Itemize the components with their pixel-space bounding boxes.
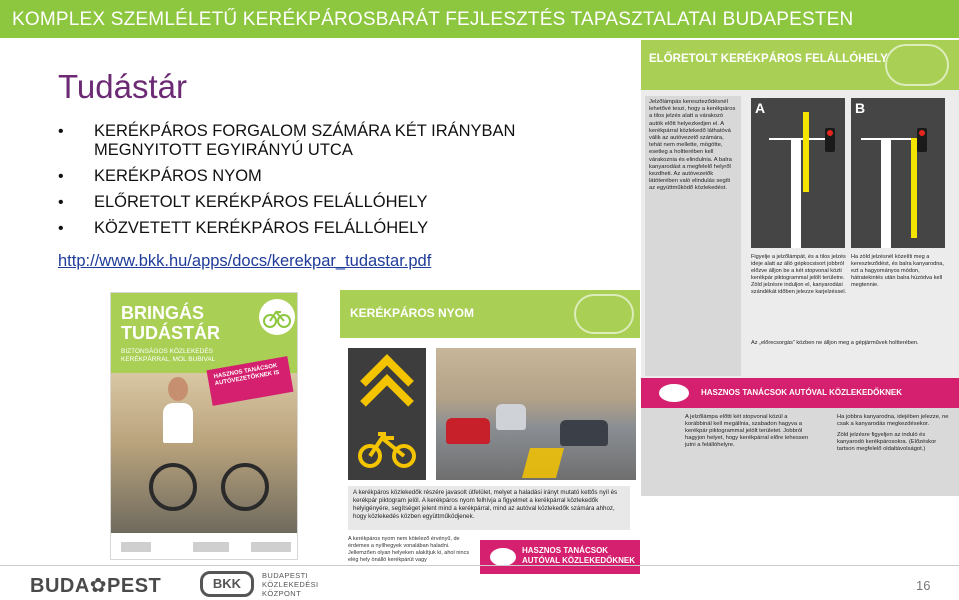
lane-marking	[522, 448, 564, 478]
bullet-item: • KERÉKPÁROS FORGALOM SZÁMÁRA KÉT IRÁNYBAN MEGNYITOTT EGYIRÁNYÚ UTCA	[58, 122, 618, 160]
diagram-b	[851, 98, 945, 248]
traffic-light-icon	[917, 128, 927, 152]
panel-sidebar-text: Jelzőlámpás kereszteződésnél lehetővé teszi, hogy a kerékpáros a tilos jelzés alatt a várakozó autók előtt helyezkedjen el. A kerékpárral közlekedő láthatóvá válik az autóvezető számára, tehát nem mellette, mögötte, esetleg a holtterében kell várakoznia és elindulnia. A balra kanyarodást a megfelelő helyről kezdheti. Az autóvezetők látóterében való elindulás segíti az együttműködő közlekedést.	[645, 96, 741, 376]
car-icon	[490, 548, 516, 566]
bkk-logo: BKK	[200, 571, 254, 597]
car-shape	[446, 418, 490, 444]
bullet-item: • KÖZVETETT KERÉKPÁROS FELÁLLÓHELY	[58, 219, 618, 238]
road-line	[791, 138, 801, 248]
cover-badge: HASZNOS TANÁCSOK AUTÓVEZETŐKNEK IS	[206, 356, 293, 406]
bicycle-icon	[574, 294, 634, 334]
diagram-a	[751, 98, 845, 248]
bullet-list	[58, 122, 618, 245]
arrow-up-icon	[803, 112, 809, 192]
bike-wheel	[149, 463, 197, 511]
diagram-b-text: Ha zöld jelzésnél közelíti meg a kereszteződést, és balra kanyarodna, ezt a hagyományos módon, hátratekintés után balra húzódva kell megtennie.	[851, 254, 944, 288]
bkk-logo-text: BUDAPESTI KÖZLEKEDÉSI KÖZPONT	[262, 571, 319, 598]
diagram-label: B	[855, 100, 866, 116]
stop-line	[769, 138, 829, 140]
diagram-a-text: Figyelje a jelzőlámpát, és a tilos jelzés ideje alatt az álló gépkocsisort jobbról előzve álljon be a két stopvonal közti kerékpár piktogrammal jelölt területre. Zöld jelzésre induljon el, kanyarodási szándékát időben jelezze karjelzéssel.	[751, 254, 847, 295]
driver-tips-title: HASZNOS TANÁCSOK AUTÓVAL KÖZLEKEDŐKNEK	[522, 546, 636, 565]
panel-note: A kerékpáros nyom nem kötelező érvényű, de érdemes a nyílhegyek vonalában haladni. Jellemzően olyan helyeken alakítjuk ki, ahol nincs elég hely önálló kerékpárút vagy	[348, 536, 470, 563]
cover-subtitle: BIZTONSÁGOS KÖZLEKEDÉS KERÉKPÁRRAL, MOL BUBIVAL	[121, 348, 216, 363]
car-shape	[560, 420, 608, 446]
driver-tip-text: Zöld jelzésre figyeljen az induló és kanyarodó kerékpárosokra. (Előzéskor tartson megfelelő oldaltávolságot.)	[837, 432, 937, 452]
diagram-label: A	[755, 100, 766, 116]
budapest-logo: BUDA✿PEST	[30, 575, 162, 597]
panel-header	[641, 40, 959, 90]
bike-wheel	[221, 463, 269, 511]
advanced-stop-line-panel	[641, 40, 959, 540]
footer-divider	[0, 565, 959, 566]
rider-figure	[163, 403, 193, 443]
booklet-cover-image	[110, 292, 298, 560]
bullet-item: • ELŐRETOLT KERÉKPÁROS FELÁLLÓHELY	[58, 193, 618, 212]
panel-title: KERÉKPÁROS NYOM	[350, 306, 475, 320]
sharrow-marking-image	[348, 348, 426, 480]
panel-title: ELŐRETOLT KERÉKPÁROS FELÁLLÓHELY	[649, 53, 888, 65]
driver-tips-header	[480, 540, 640, 574]
panel-header	[340, 290, 640, 338]
tudastar-pdf-link[interactable]: http://www.bkk.hu/apps/docs/kerekpar_tudastar.pdf	[58, 252, 432, 270]
header-band	[0, 0, 959, 38]
bullet-item: • KERÉKPÁROS NYOM	[58, 167, 618, 186]
driver-tips-header	[641, 378, 959, 408]
bicycle-icon	[885, 44, 949, 86]
car-icon	[659, 384, 689, 402]
car-shape	[496, 404, 526, 430]
bicycle-icon	[356, 426, 418, 470]
driver-tip	[837, 414, 949, 453]
header-title: KOMPLEX SZEMLÉLETŰ KERÉKPÁROSBARÁT FEJLESZTÉS TAPASZTALATAI BUDAPESTEN	[12, 9, 854, 30]
rider-figure	[168, 377, 188, 401]
cycle-track-panel	[340, 290, 640, 590]
panel-description: A kerékpáros közlekedők részére javasolt útfelület, melyet a haladási irányt mutató kettős nyíl és kerékpár piktogram jelöl. A kerékpáros nyom felhívja a figyelmet a kerékpárral közlekedők helyigényére, segítséget jelent mind a kerékpárral, mind az autóval közlekedők számára ahhoz, hogy közlekedés közben együttműködjenek.	[348, 486, 630, 530]
traffic-light-icon	[825, 128, 835, 152]
panel-note: Az „előrecsorgás” közben ne álljon meg a gépjárművek holtterében.	[751, 340, 919, 346]
driver-tip: A jelzőlámpa előtti két stopvonal közül a korábbinál kell megállnia, szabadon hagyva a kerékpár piktogrammal jelölt területet. Jobbról hagyjon helyet, hogy kerékpárral előre lehessen jutni a felállóhelyre.	[685, 414, 809, 448]
road-line	[881, 138, 891, 248]
cover-footer-logos	[111, 533, 298, 560]
page-title: Tudástár	[58, 68, 188, 105]
page-number: 16	[916, 578, 931, 593]
arrow-up-icon	[911, 138, 917, 238]
street-photo	[436, 348, 636, 480]
driver-tips-title: HASZNOS TANÁCSOK AUTÓVAL KÖZLEKEDŐKNEK	[701, 388, 903, 397]
driver-tip-text: Ha jobbra kanyarodna, idejében jelezze, ne csak a kanyarodás megkezdésekor.	[837, 414, 949, 427]
cover-photo	[111, 373, 298, 533]
panel-body	[641, 90, 959, 378]
driver-tips	[641, 408, 959, 496]
bicycle-icon	[259, 299, 295, 335]
cover-title: BRINGÁS TUDÁSTÁR	[121, 303, 220, 343]
